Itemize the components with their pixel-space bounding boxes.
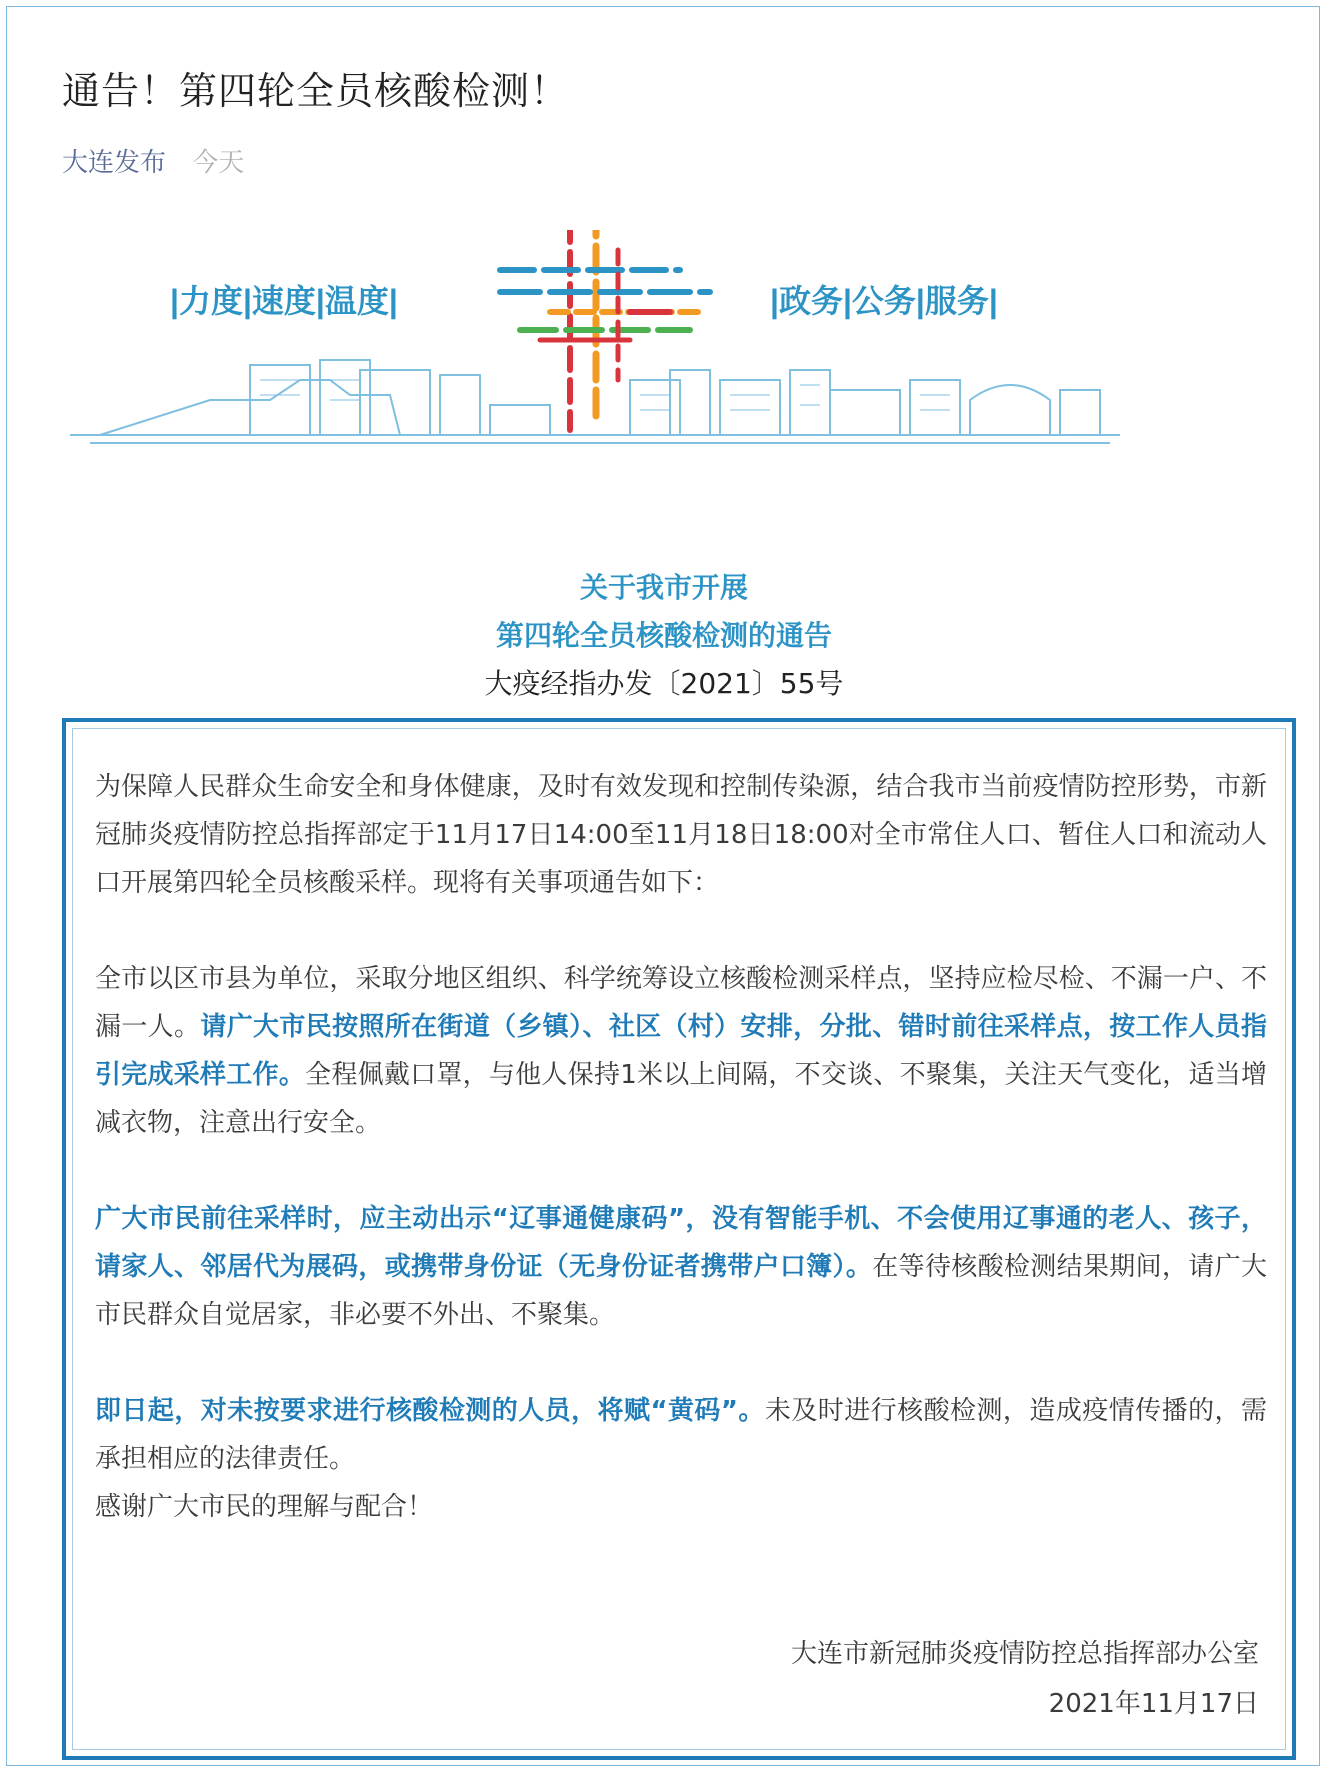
paragraph-2: 全市以区市县为单位，采取分地区组织、科学统筹设立核酸检测采样点，坚持应检尽检、不漏一户、不漏一人。请广大市民按照所在街道（乡镇）、社区（村）安排，分批、错时前往采样点，按工作人员指引完成采样工作。全程佩戴口罩，与他人保持1米以上间隔，不交谈、不聚集，关注天气变化，适当增减衣物，注意出行安全。 [95, 964, 1267, 1138]
paragraph-5: 感谢广大市民的理解与配合！ [95, 1492, 434, 1522]
left-slogan: |力度|速度|温度| [170, 283, 398, 319]
notice-heading-line2: 第四轮全员核酸检测的通告 [495, 619, 832, 652]
dalian-logo-icon [500, 230, 710, 430]
notice-heading-line1: 关于我市开展 [579, 571, 748, 604]
article-title: 通告！第四轮全员核酸检测！ [62, 69, 570, 113]
highlight-text: 即日起，对未按要求进行核酸检测的人员，将赋“黄码”。 [95, 1396, 765, 1426]
notice-body [95, 763, 1267, 1531]
account-name-link[interactable]: 大连发布 [62, 148, 167, 178]
paragraph-4: 即日起，对未按要求进行核酸检测的人员，将赋“黄码”。未及时进行核酸检测，造成疫情传播的，需承担相应的法律责任。 [95, 1396, 1267, 1474]
document-number: 大疫经指办发〔2021〕55号 [484, 667, 844, 700]
notice-inner-border [72, 728, 1286, 1750]
dalian-banner-image [70, 230, 1270, 520]
right-slogan: |政务|公务|服务| [770, 283, 998, 319]
signature-block [791, 1629, 1259, 1729]
highlight-text: 请广大市民按照所在街道（乡镇）、社区（村）安排，分批、错时前往采样点，按工作人员指引完成采样工作。 [95, 1012, 1267, 1090]
highlight-text: 广大市民前往采样时，应主动出示“辽事通健康码”，没有智能手机、不会使用辽事通的老人、孩子，请家人、邻居代为展码，或携带身份证（无身份证者携带户口簿）。 [95, 1204, 1267, 1282]
signature-date: 2021年11月17日 [1048, 1689, 1259, 1719]
article-meta [62, 142, 244, 179]
signature-org: 大连市新冠肺炎疫情防控总指挥部办公室 [790, 1639, 1259, 1669]
paragraph-3: 广大市民前往采样时，应主动出示“辽事通健康码”，没有智能手机、不会使用辽事通的老人、孩子，请家人、邻居代为展码，或携带身份证（无身份证者携带户口簿）。在等待核酸检测结果期间，请广大市民群众自觉居家，非必要不外出、不聚集。 [95, 1204, 1267, 1330]
publish-date: 今天 [192, 148, 245, 178]
paragraph-1: 为保障人民群众生命安全和身体健康，及时有效发现和控制传染源，结合我市当前疫情防控形势，市新冠肺炎疫情防控总指挥部定于11月17日14:00至11月18日18:00对全市常住人口、暂住人口和流动人口开展第四轮全员核酸采样。现将有关事项通告如下： [95, 772, 1267, 898]
notice-box [62, 718, 1296, 1760]
